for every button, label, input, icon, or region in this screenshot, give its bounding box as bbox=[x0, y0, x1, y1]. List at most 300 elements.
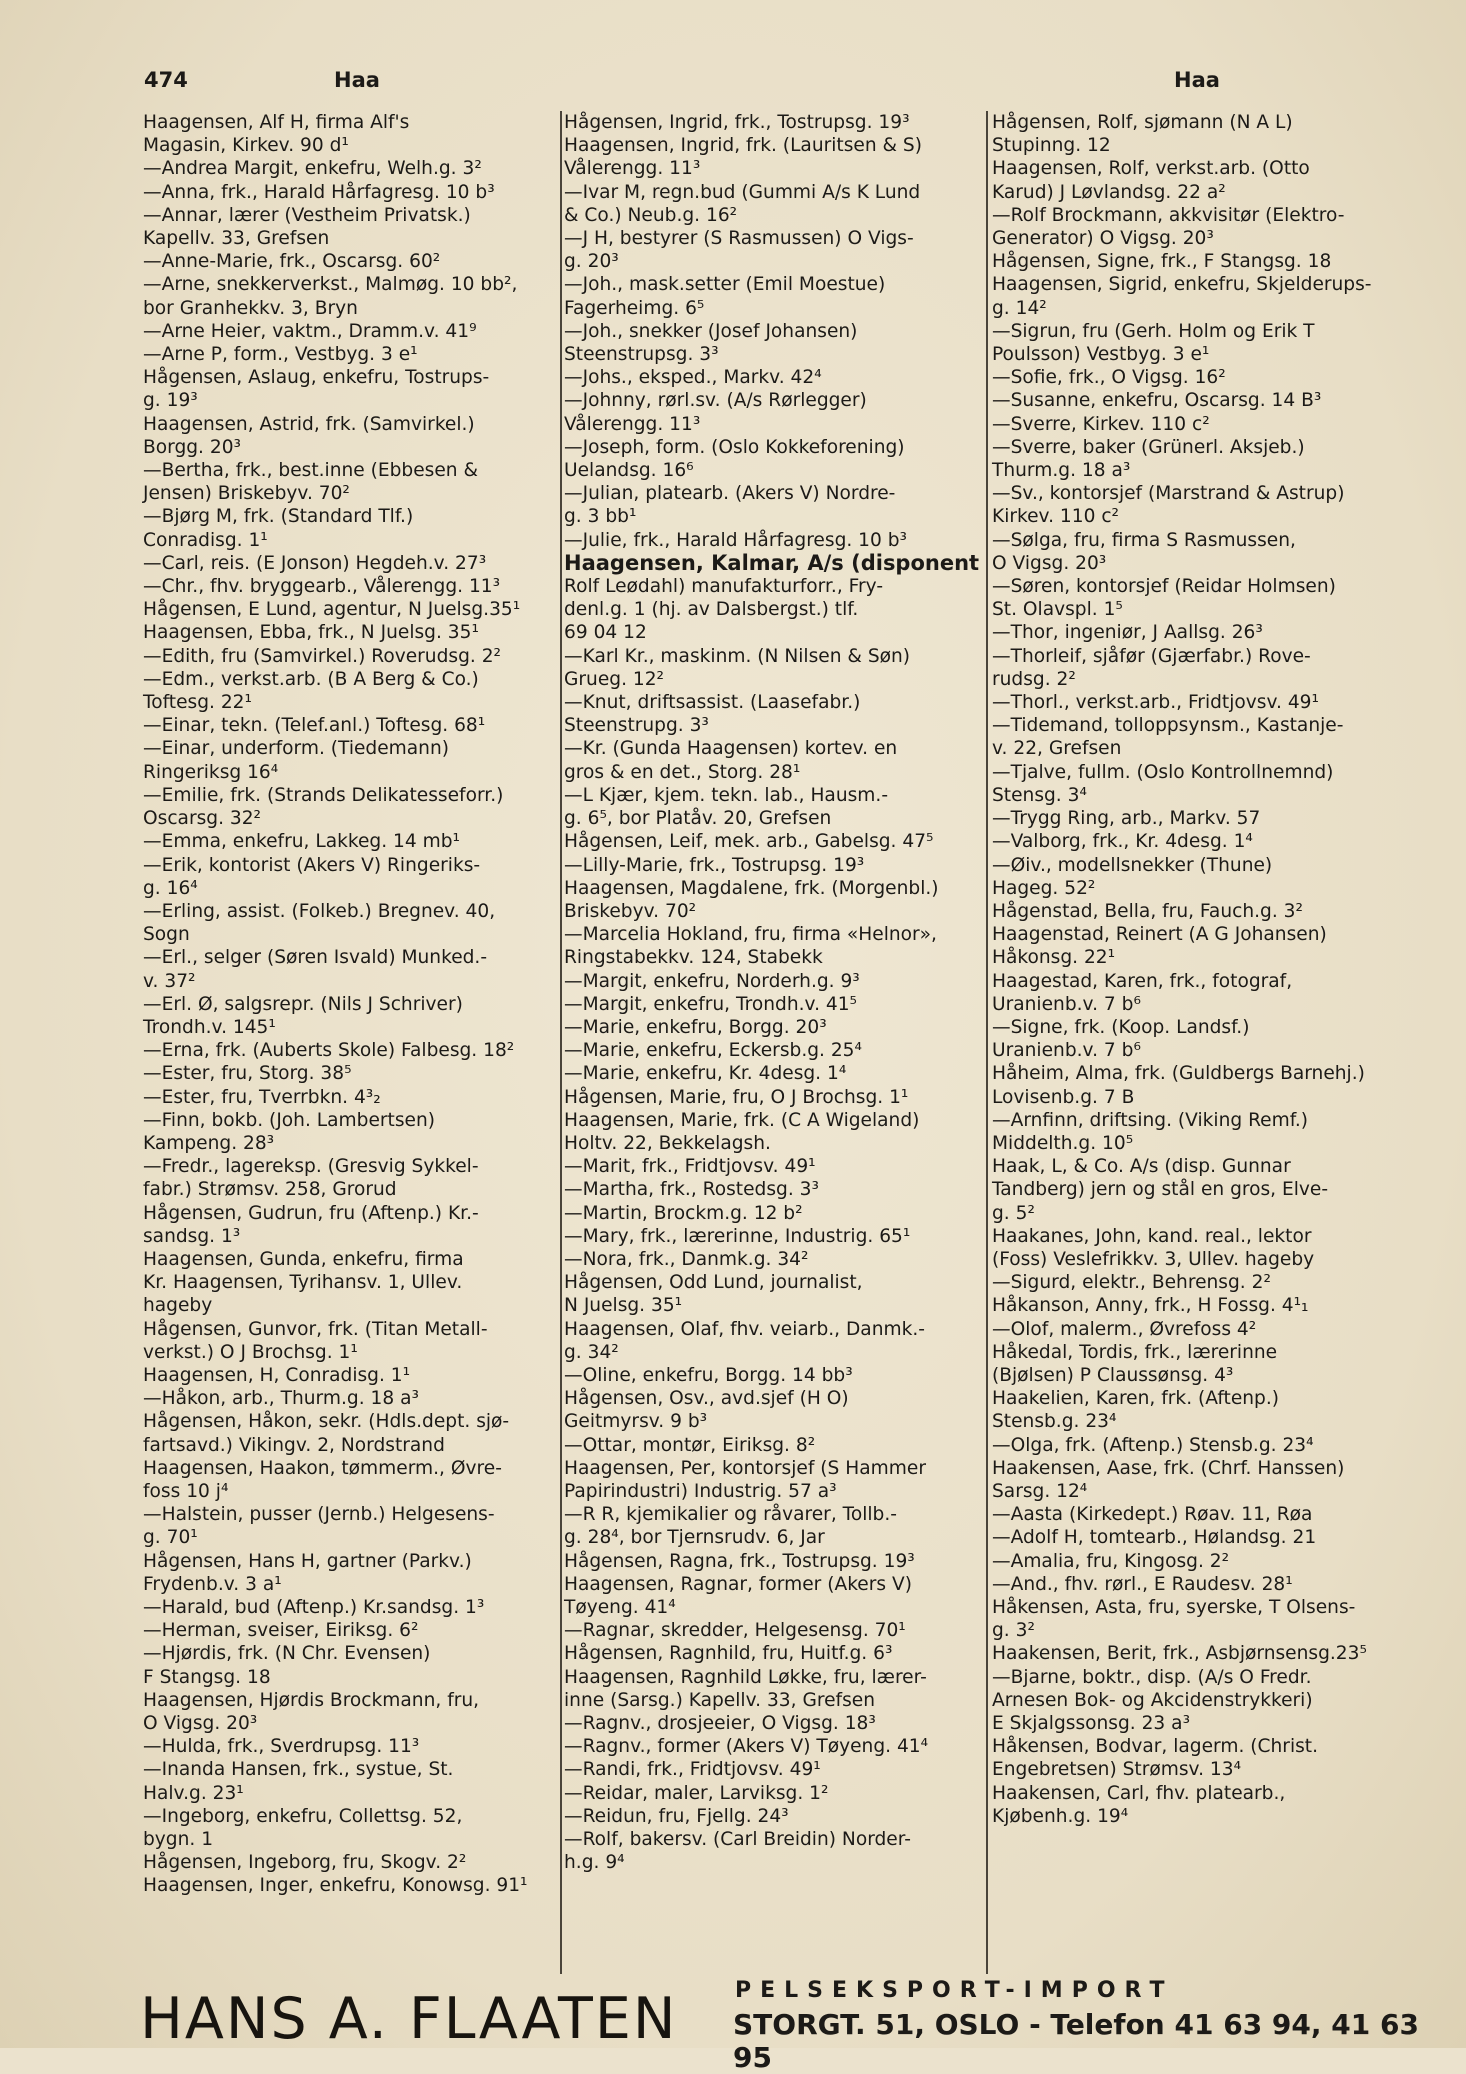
directory-entry bbox=[143, 784, 555, 830]
entry-line: —Søren, kontorsjef (Reidar Holmsen) bbox=[992, 576, 1336, 598]
directory-entry bbox=[143, 1202, 555, 1248]
entry-line: —Marit, frk., Fridtjovsv. 49¹ bbox=[564, 1156, 816, 1178]
entry-line: h.g. 9⁴ bbox=[564, 1852, 625, 1874]
entry-line: fartsavd.) Vikingv. 2, Nordstrand bbox=[143, 1434, 445, 1456]
entry-line: Haagensen, Alf H, firma Alf's bbox=[143, 112, 410, 133]
directory-entry bbox=[143, 1689, 555, 1735]
entry-line: —Thor, ingeniør, J Aallsg. 26³ bbox=[992, 622, 1263, 644]
entry-line: Thurm.g. 18 a³ bbox=[992, 460, 1131, 482]
directory-entry bbox=[992, 157, 1412, 203]
entry-line: Tandberg) jern og stål en gros, Elve- bbox=[992, 1179, 1329, 1201]
directory-entry bbox=[143, 204, 555, 250]
entry-line: Håheim, Alma, frk. (Guldbergs Barnehj.) bbox=[992, 1063, 1365, 1085]
directory-entry bbox=[143, 830, 555, 853]
directory-entry bbox=[992, 807, 1412, 830]
entry-line: —Hjørdis, frk. (N Chr. Evensen) bbox=[143, 1643, 431, 1665]
entry-line: (Foss) Veslefrikkv. 3, Ullev. hageby bbox=[992, 1248, 1315, 1270]
entry-line: Stensb.g. 23⁴ bbox=[992, 1411, 1117, 1433]
entry-line: —Julian, platearb. (Akers V) Nordre- bbox=[564, 483, 896, 505]
directory-entry bbox=[564, 645, 990, 691]
entry-line: Lovisenb.g. 7 B bbox=[992, 1086, 1135, 1108]
directory-entry bbox=[564, 1062, 990, 1085]
entry-line: 69 04 12 bbox=[564, 622, 647, 644]
entry-line: —Tjalve, fullm. (Oslo Kontrollnemnd) bbox=[992, 761, 1334, 783]
entry-line: —Sigurd, elektr., Behrensg. 2² bbox=[992, 1272, 1271, 1294]
entry-line: —Arne, snekkerverkst., Malmøg. 10 bb², bbox=[143, 274, 518, 296]
column-divider bbox=[560, 111, 562, 1974]
entry-line: —Olof, malerm., Øvrefoss 4² bbox=[992, 1318, 1257, 1340]
entry-line: v. 37² bbox=[143, 970, 196, 992]
directory-entry bbox=[143, 645, 555, 668]
entry-line: Uelandsg. 16⁶ bbox=[564, 460, 694, 482]
entry-line: E Skjalgssonsg. 23 a³ bbox=[992, 1713, 1191, 1735]
directory-entry bbox=[564, 181, 990, 227]
directory-entry bbox=[992, 1387, 1412, 1433]
directory-entry bbox=[564, 227, 990, 273]
entry-line: —Ester, fru, Storg. 38⁵ bbox=[143, 1063, 352, 1085]
directory-entry bbox=[143, 598, 555, 621]
entry-line: —Joh., snekker (Josef Johansen) bbox=[564, 320, 858, 342]
entry-line: —Adolf H, tomtearb., Hølandsg. 21 bbox=[992, 1527, 1317, 1549]
entry-line: Haagensen, Astrid, frk. (Samvirkel.) bbox=[143, 413, 475, 435]
entry-line: Hågenstad, Bella, fru, Fauch.g. 3² bbox=[992, 900, 1303, 922]
directory-entry bbox=[992, 366, 1412, 389]
directory-entry bbox=[992, 923, 1412, 969]
entry-line: Haagensen, Marie, frk. (C A Wigeland) bbox=[564, 1109, 920, 1131]
entry-line: Haagensen, Ingrid, frk. (Lauritsen & S) bbox=[564, 135, 922, 157]
directory-entry bbox=[143, 1642, 555, 1688]
directory-column-1 bbox=[143, 111, 555, 1898]
advertisement bbox=[140, 1972, 1430, 2074]
entry-line: Engebretsen) Strømsv. 13⁴ bbox=[992, 1759, 1242, 1781]
entry-line: —Nora, frk., Danmk.g. 34² bbox=[564, 1248, 809, 1270]
entry-line: —Arne Heier, vaktm., Dramm.v. 41⁹ bbox=[143, 320, 477, 342]
entry-line: —Anna, frk., Harald Hårfagresg. 10 b³ bbox=[143, 181, 495, 203]
directory-entry bbox=[143, 900, 555, 946]
entry-line: —Halstein, pusser (Jernb.) Helgesens- bbox=[143, 1504, 495, 1526]
entry-line: —Carl, reis. (E Jonson) Hegdeh.v. 27³ bbox=[143, 552, 487, 574]
directory-entry bbox=[564, 1178, 990, 1201]
directory-entry bbox=[143, 1503, 555, 1549]
entry-line: —Signe, frk. (Koop. Landsf.) bbox=[992, 1016, 1250, 1038]
entry-line: g. 5² bbox=[992, 1202, 1035, 1224]
entry-line: Håkensen, Bodvar, lagerm. (Christ. bbox=[992, 1736, 1319, 1758]
directory-entry bbox=[564, 1735, 990, 1758]
entry-line: Haak, L, & Co. A/s (disp. Gunnar bbox=[992, 1156, 1291, 1178]
entry-line: —Edm., verkst.arb. (B A Berg & Co.) bbox=[143, 668, 479, 690]
directory-column-2 bbox=[564, 111, 990, 1874]
entry-line: Hågensen, Ragnhild, fru, Huitf.g. 6³ bbox=[564, 1643, 893, 1665]
entry-line: —Thorl., verkst.arb., Fridtjovsv. 49¹ bbox=[992, 692, 1319, 714]
directory-entry bbox=[564, 1550, 990, 1573]
directory-entry bbox=[564, 1271, 990, 1317]
directory-entry bbox=[143, 1086, 555, 1109]
directory-entry bbox=[143, 1248, 555, 1318]
directory-entry bbox=[992, 413, 1412, 436]
directory-entry bbox=[992, 1526, 1412, 1549]
entry-line: —Erl., selger (Søren Isvald) Munked.- bbox=[143, 947, 488, 969]
directory-entry bbox=[143, 1410, 555, 1456]
directory-entry bbox=[992, 1318, 1412, 1341]
entry-line: Steenstrupsg. 3³ bbox=[564, 344, 719, 366]
entry-line: —And., fhv. rørl., E Raudesv. 28¹ bbox=[992, 1573, 1293, 1595]
entry-line: Haagensen, Gunda, enkefru, firma bbox=[143, 1248, 464, 1270]
entry-line: —Ingeborg, enkefru, Collettsg. 52, bbox=[143, 1805, 463, 1827]
entry-line: Poulsson) Vestbyg. 3 e¹ bbox=[992, 344, 1210, 366]
entry-line: Hågensen, Aslaug, enkefru, Tostrups- bbox=[143, 367, 490, 389]
directory-entry bbox=[564, 1434, 990, 1457]
entry-line: g. 16⁴ bbox=[143, 877, 198, 899]
entry-line: —Sigrun, fru (Gerh. Holm og Erik T bbox=[992, 320, 1315, 342]
directory-entry bbox=[992, 250, 1412, 273]
entry-line: —Sofie, frk., O Vigsg. 16² bbox=[992, 367, 1226, 389]
entry-line: Kirkev. 110 c² bbox=[992, 506, 1120, 528]
entry-line: denl.g. 1 (hj. av Dalsbergst.) tlf. bbox=[564, 599, 859, 621]
entry-line: —Annar, lærer (Vestheim Privatsk.) bbox=[143, 204, 471, 226]
entry-line: hageby bbox=[143, 1295, 213, 1317]
entry-line: —Rolf Brockmann, akkvisitør (Elektro- bbox=[992, 204, 1345, 226]
running-head-right: Haa bbox=[1174, 68, 1220, 92]
entry-line: —Ragnv., drosjeeier, O Vigsg. 18³ bbox=[564, 1713, 876, 1735]
entry-line: Haagensen, Rolf, verkst.arb. (Otto bbox=[992, 158, 1310, 180]
directory-entry bbox=[992, 854, 1412, 900]
directory-entry bbox=[564, 529, 990, 552]
entry-line: Hågensen, Gudrun, fru (Aftenp.) Kr.- bbox=[143, 1202, 479, 1224]
entry-line: —Marie, enkefru, Eckersb.g. 25⁴ bbox=[564, 1040, 862, 1062]
directory-entry bbox=[564, 1805, 990, 1828]
entry-line: Haagensen, Hjørdis Brockmann, fru, bbox=[143, 1689, 480, 1711]
entry-line: —Erik, kontorist (Akers V) Ringeriks- bbox=[143, 854, 481, 876]
entry-line: —Marie, enkefru, Kr. 4desg. 1⁴ bbox=[564, 1063, 847, 1085]
entry-line: —Sv., kontorsjef (Marstrand & Astrup) bbox=[992, 483, 1345, 505]
directory-entry bbox=[143, 1735, 555, 1758]
directory-entry bbox=[564, 1457, 990, 1503]
entry-line: g. 19³ bbox=[143, 390, 198, 412]
entry-line: —Julie, frk., Harald Hårfagresg. 10 b³ bbox=[564, 529, 908, 551]
entry-line: Håkensen, Asta, fru, syerske, T Olsens- bbox=[992, 1597, 1356, 1618]
directory-entry bbox=[564, 111, 990, 134]
entry-line: —Håkon, arb., Thurm.g. 18 a³ bbox=[143, 1388, 419, 1410]
directory-entry bbox=[564, 737, 990, 783]
directory-entry bbox=[143, 1039, 555, 1062]
entry-line: —Bertha, frk., best.inne (Ebbesen & bbox=[143, 460, 478, 482]
entry-line: Fagerheimg. 6⁵ bbox=[564, 297, 705, 319]
entry-line: —Erling, assist. (Folkeb.) Bregnev. 40, bbox=[143, 900, 496, 922]
entry-line: & Co.) Neub.g. 16² bbox=[564, 204, 738, 226]
directory-entry bbox=[564, 1782, 990, 1805]
directory-entry bbox=[143, 1062, 555, 1085]
directory-entry bbox=[143, 111, 555, 157]
entry-line: Tøyeng. 41⁴ bbox=[564, 1597, 676, 1618]
entry-line: Hågensen, Signe, frk., F Stangsg. 18 bbox=[992, 251, 1332, 273]
directory-entry bbox=[564, 134, 990, 180]
entry-line: Hågensen, E Lund, agentur, N Juelsg.35¹ bbox=[143, 599, 521, 621]
directory-entry bbox=[992, 1155, 1412, 1225]
entry-line: g. 14² bbox=[992, 297, 1047, 319]
entry-line: Ringstabekkv. 124, Stabekk bbox=[564, 947, 823, 969]
entry-line: Hågensen, Ingrid, frk., Tostrupsg. 19³ bbox=[564, 112, 910, 133]
entry-line: —Ragnar, skredder, Helgesensg. 70¹ bbox=[564, 1620, 906, 1642]
entry-line: —Margit, enkefru, Trondh.v. 41⁵ bbox=[564, 993, 858, 1015]
advertiser-address: STORGT. 51, OSLO - Telefon 41 63 94, 41 63 95 bbox=[733, 2008, 1419, 2074]
entry-line: Grueg. 12² bbox=[564, 668, 665, 690]
entry-line: g. 3² bbox=[992, 1620, 1035, 1642]
entry-line: —Erna, frk. (Auberts Skole) Falbesg. 18² bbox=[143, 1040, 515, 1062]
entry-line: Kr. Haagensen, Tyrihansv. 1, Ullev. bbox=[143, 1272, 463, 1294]
entry-line: —Rolf, bakersv. (Carl Breidin) Norder- bbox=[564, 1829, 911, 1851]
entry-line: —R R, kjemikalier og råvarer, Tollb.- bbox=[564, 1504, 897, 1526]
directory-entry bbox=[564, 1039, 990, 1062]
directory-entry bbox=[992, 1666, 1412, 1736]
directory-entry bbox=[564, 877, 990, 923]
entry-line: —Andrea Margit, enkefru, Welh.g. 3² bbox=[143, 158, 482, 180]
directory-entry bbox=[564, 691, 990, 737]
directory-entry bbox=[143, 668, 555, 714]
entry-line: g. 34² bbox=[564, 1341, 619, 1363]
entry-line: Hågensen, Leif, mek. arb., Gabelsg. 47⁵ bbox=[564, 831, 934, 853]
directory-entry bbox=[992, 1062, 1412, 1108]
directory-entry bbox=[143, 1457, 555, 1503]
directory-entry bbox=[564, 1086, 990, 1109]
entry-line: —Kr. (Gunda Haagensen) kortev. en bbox=[564, 738, 898, 760]
entry-line: Kjøbenh.g. 19⁴ bbox=[992, 1805, 1129, 1827]
entry-line: —Karl Kr., maskinm. (N Nilsen & Søn) bbox=[564, 645, 911, 667]
entry-line: g. 6⁵, bor Platåv. 20, Grefsen bbox=[564, 808, 832, 830]
directory-entry bbox=[143, 1851, 555, 1874]
entry-line: —Hulda, frk., Sverdrupsg. 11³ bbox=[143, 1736, 420, 1758]
directory-entry bbox=[143, 320, 555, 343]
entry-line: Borgg. 20³ bbox=[143, 436, 241, 458]
entry-line: Hågensen, Odd Lund, journalist, bbox=[564, 1272, 863, 1294]
directory-entry bbox=[564, 273, 990, 319]
entry-line: gros & en det., Storg. 28¹ bbox=[564, 761, 801, 783]
entry-line: —J H, bestyrer (S Rasmussen) O Vigs- bbox=[564, 228, 914, 250]
entry-line: —Erl. Ø, salgsrepr. (Nils J Schriver) bbox=[143, 993, 463, 1015]
entry-line: —Margit, enkefru, Norderh.g. 9³ bbox=[564, 970, 860, 992]
directory-entry bbox=[992, 621, 1412, 644]
entry-line: —Ottar, montør, Eiriksg. 8² bbox=[564, 1434, 816, 1456]
entry-line: g. 28⁴, bor Tjernsrudv. 6, Jar bbox=[564, 1527, 825, 1549]
entry-line: Geitmyrsv. 9 b³ bbox=[564, 1411, 708, 1433]
entry-line: —Olga, frk. (Aftenp.) Stensb.g. 23⁴ bbox=[992, 1434, 1314, 1456]
directory-entry bbox=[992, 714, 1412, 760]
entry-line: Rolf Leødahl) manufakturforr., Fry- bbox=[564, 576, 884, 598]
entry-line: —Inanda Hansen, frk., systue, St. bbox=[143, 1759, 454, 1781]
directory-entry bbox=[143, 343, 555, 366]
entry-line: —Chr., fhv. bryggearb., Vålerengg. 11³ bbox=[143, 576, 501, 598]
directory-entry bbox=[143, 993, 555, 1039]
directory-entry bbox=[564, 1666, 990, 1712]
directory-entry bbox=[992, 1294, 1412, 1317]
entry-line: Kapellv. 33, Grefsen bbox=[143, 228, 330, 250]
entry-line: —Trygg Ring, arb., Markv. 57 bbox=[992, 808, 1261, 830]
entry-line: Sarsg. 12⁴ bbox=[992, 1480, 1088, 1502]
directory-entry bbox=[992, 1782, 1412, 1828]
directory-entry bbox=[143, 714, 555, 737]
directory-entry bbox=[564, 436, 990, 482]
entry-line: Sogn bbox=[143, 924, 190, 946]
directory-entry bbox=[992, 320, 1412, 366]
entry-line: Haagensen, H, Conradisg. 1¹ bbox=[143, 1364, 411, 1386]
directory-entry bbox=[564, 482, 990, 528]
entry-line: Haagensen, Inger, enkefru, Konowsg. 91¹ bbox=[143, 1875, 528, 1897]
directory-entry bbox=[564, 1364, 990, 1387]
entry-line: —Aasta (Kirkedept.) Røav. 11, Røa bbox=[992, 1504, 1313, 1526]
entry-line: —Johnny, rørl.sv. (A/s Rørlegger) bbox=[564, 390, 867, 412]
directory-entry bbox=[992, 1341, 1412, 1387]
entry-line: —Randi, frk., Fridtjovsv. 49¹ bbox=[564, 1759, 821, 1781]
entry-line: g. 70¹ bbox=[143, 1527, 198, 1549]
entry-line: Kampeng. 28³ bbox=[143, 1132, 275, 1154]
directory-entry bbox=[143, 505, 555, 551]
directory-entry bbox=[992, 1550, 1412, 1573]
directory-entry bbox=[143, 1364, 555, 1387]
directory-entry bbox=[564, 1202, 990, 1225]
directory-entry bbox=[992, 436, 1412, 482]
directory-entry bbox=[564, 830, 990, 853]
entry-line: N Juelsg. 35¹ bbox=[564, 1295, 683, 1317]
entry-line: Håkedal, Tordis, frk., lærerinne bbox=[992, 1341, 1278, 1363]
directory-entry bbox=[992, 1735, 1412, 1781]
entry-line: —Anne-Marie, frk., Oscarsg. 60² bbox=[143, 251, 441, 273]
entry-line: Haagenstad, Reinert (A G Johansen) bbox=[992, 924, 1327, 946]
entry-line: O Vigsg. 20³ bbox=[143, 1713, 258, 1735]
directory-entry bbox=[992, 1503, 1412, 1526]
entry-line: Hågensen, Rolf, sjømann (N A L) bbox=[992, 112, 1293, 133]
entry-line: Magasin, Kirkev. 90 d¹ bbox=[143, 135, 349, 157]
directory-entry bbox=[992, 389, 1412, 412]
entry-line: Haagensen, Ebba, frk., N Juelsg. 35¹ bbox=[143, 622, 479, 644]
entry-line: Halv.g. 23¹ bbox=[143, 1782, 244, 1804]
entry-line: —Reidar, maler, Larviksg. 1² bbox=[564, 1782, 829, 1804]
entry-line: —Tidemand, tolloppsynsm., Kastanje- bbox=[992, 715, 1344, 737]
entry-line: Hågensen, Gunvor, frk. (Titan Metall- bbox=[143, 1318, 488, 1340]
directory-column-3 bbox=[992, 111, 1412, 1828]
entry-line: Håkonsg. 22¹ bbox=[992, 947, 1116, 969]
directory-entry bbox=[564, 1712, 990, 1735]
entry-line: Haagensen, Ragnhild Løkke, fru, lærer- bbox=[564, 1666, 927, 1688]
directory-entry bbox=[564, 1109, 990, 1155]
directory-entry bbox=[992, 482, 1412, 528]
entry-line: verkst.) O J Brochsg. 1¹ bbox=[143, 1341, 358, 1363]
entry-line: sandsg. 1³ bbox=[143, 1225, 241, 1247]
directory-entry bbox=[564, 1642, 990, 1665]
directory-entry bbox=[564, 1828, 990, 1874]
directory-entry bbox=[564, 1503, 990, 1549]
advertiser-name: HANS A. FLAATEN bbox=[140, 1986, 678, 2052]
entry-line: —Ester, fru, Tverrbkn. 4³₂ bbox=[143, 1086, 381, 1108]
column-divider bbox=[986, 111, 988, 1974]
entry-line: Haagensen, Sigrid, enkefru, Skjelderups- bbox=[992, 274, 1372, 296]
directory-entry bbox=[564, 1225, 990, 1248]
entry-line: —Harald, bud (Aftenp.) Kr.sandsg. 1³ bbox=[143, 1597, 485, 1618]
entry-line: —Martha, frk., Rostedsg. 3³ bbox=[564, 1179, 819, 1201]
entry-line: —Ragnv., former (Akers V) Tøyeng. 41⁴ bbox=[564, 1736, 929, 1758]
entry-line: Haakensen, Aase, frk. (Chrf. Hanssen) bbox=[992, 1457, 1345, 1479]
entry-line: Frydenb.v. 3 a¹ bbox=[143, 1573, 282, 1595]
directory-entry bbox=[992, 1573, 1412, 1596]
entry-line: —Joh., mask.setter (Emil Moestue) bbox=[564, 274, 886, 296]
entry-line: g. 3 bb¹ bbox=[564, 506, 637, 528]
entry-line: Uranienb.v. 7 b⁶ bbox=[992, 1040, 1141, 1062]
entry-line: Oscarsg. 32² bbox=[143, 808, 262, 830]
directory-entry bbox=[564, 552, 990, 645]
directory-entry bbox=[564, 1016, 990, 1039]
directory-entry bbox=[564, 389, 990, 435]
entry-line: —Joseph, form. (Oslo Kokkeforening) bbox=[564, 436, 905, 458]
entry-line: Hågensen, Ragna, frk., Tostrupsg. 19³ bbox=[564, 1550, 915, 1572]
directory-entry bbox=[992, 111, 1412, 157]
directory-entry bbox=[992, 204, 1412, 250]
directory-entry bbox=[143, 737, 555, 783]
entry-line: bor Granhekkv. 3, Bryn bbox=[143, 297, 358, 319]
directory-entry bbox=[992, 1596, 1412, 1642]
entry-line: —Amalia, fru, Kingosg. 2² bbox=[992, 1550, 1230, 1572]
entry-line: —Susanne, enkefru, Oscarsg. 14 B³ bbox=[992, 390, 1322, 412]
entry-line: Haagensen, Magdalene, frk. (Morgenbl.) bbox=[564, 877, 939, 899]
directory-entry bbox=[143, 854, 555, 900]
entry-line: —Marie, enkefru, Borgg. 20³ bbox=[564, 1016, 827, 1038]
entry-line: foss 10 j⁴ bbox=[143, 1480, 229, 1502]
entry-line: —Edith, fru (Samvirkel.) Roverudsg. 2² bbox=[143, 645, 501, 667]
entry-line: Håkanson, Anny, frk., H Fossg. 4¹₁ bbox=[992, 1295, 1309, 1317]
entry-line: —Emilie, frk. (Strands Delikatesseforr.) bbox=[143, 784, 504, 806]
page-number: 474 bbox=[144, 68, 188, 92]
entry-line: Middelth.g. 10⁵ bbox=[992, 1132, 1134, 1154]
directory-entry bbox=[992, 900, 1412, 923]
entry-line: —Einar, underform. (Tiedemann) bbox=[143, 738, 449, 760]
entry-line: —Knut, driftsassist. (Laasefabr.) bbox=[564, 692, 861, 714]
entry-line: Haagensen, Haakon, tømmerm., Øvre- bbox=[143, 1457, 502, 1479]
entry-line: —Thorleif, sjåfør (Gjærfabr.) Rove- bbox=[992, 645, 1311, 667]
directory-entry bbox=[564, 970, 990, 993]
entry-line: —Johs., eksped., Markv. 42⁴ bbox=[564, 367, 822, 389]
entry-line: —Ivar M, regn.bud (Gummi A/s K Lund bbox=[564, 181, 921, 203]
entry-line: —Oline, enkefru, Borgg. 14 bb³ bbox=[564, 1364, 853, 1386]
entry-line: —Arne P, form., Vestbyg. 3 e¹ bbox=[143, 344, 418, 366]
directory-entry bbox=[143, 1596, 555, 1619]
directory-entry bbox=[564, 320, 990, 366]
entry-line: fabr.) Strømsv. 258, Grorud bbox=[143, 1179, 397, 1201]
directory-entry bbox=[992, 830, 1412, 853]
entry-line: Toftesg. 22¹ bbox=[143, 692, 252, 714]
entry-line: —Einar, tekn. (Telef.anl.) Toftesg. 68¹ bbox=[143, 715, 486, 737]
directory-entry bbox=[564, 1619, 990, 1642]
entry-line: Haagensen, Olaf, fhv. veiarb., Danmk.- bbox=[564, 1318, 925, 1340]
directory-entry bbox=[143, 1619, 555, 1642]
entry-line: —Herman, sveiser, Eiriksg. 6² bbox=[143, 1620, 419, 1642]
directory-entry bbox=[564, 366, 990, 389]
directory-entry bbox=[143, 459, 555, 505]
directory-entry bbox=[992, 761, 1412, 807]
directory-entry bbox=[992, 1016, 1412, 1062]
directory-entry bbox=[992, 273, 1412, 319]
entry-line: Hågensen, Håkon, sekr. (Hdls.dept. sjø- bbox=[143, 1411, 510, 1433]
directory-entry bbox=[143, 946, 555, 992]
entry-line: —Finn, bokb. (Joh. Lambertsen) bbox=[143, 1109, 435, 1131]
directory-entry bbox=[143, 366, 555, 412]
entry-line: —Lilly-Marie, frk., Tostrupsg. 19³ bbox=[564, 854, 865, 876]
entry-line: Haakanes, John, kand. real., lektor bbox=[992, 1225, 1312, 1247]
entry-line: F Stangsg. 18 bbox=[143, 1666, 271, 1688]
entry-line: Hågensen, Ingeborg, fru, Skogv. 2² bbox=[143, 1852, 467, 1874]
directory-entry bbox=[143, 575, 555, 598]
directory-entry bbox=[992, 645, 1412, 691]
entry-line: St. Olavspl. 1⁵ bbox=[992, 599, 1123, 621]
directory-entry bbox=[143, 1318, 555, 1364]
entry-line: inne (Sarsg.) Kapellv. 33, Grefsen bbox=[564, 1689, 875, 1711]
entry-line: Briskebyv. 70² bbox=[564, 900, 697, 922]
